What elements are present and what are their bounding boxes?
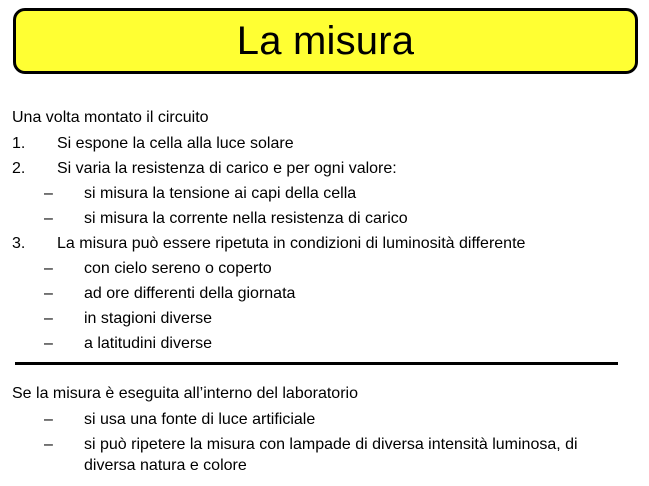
slide-title: La misura: [236, 19, 415, 63]
dash-marker: –: [44, 411, 53, 428]
dash-marker: –: [44, 335, 53, 352]
sub-item-text: si usa una fonte di luce artificiale: [84, 411, 316, 428]
dash-marker: –: [44, 436, 53, 453]
section1-intro: Una volta montato il circuito: [12, 109, 209, 126]
list-marker: 2.: [12, 160, 26, 177]
sub-item-text: a latitudini diverse: [84, 335, 213, 352]
list-marker: 1.: [12, 135, 26, 152]
list-item-text: La misura può essere ripetuta in condizioni di luminosità differente: [57, 235, 526, 252]
dash-marker: –: [44, 210, 53, 227]
slide-title-box: [13, 8, 638, 74]
sub-item-continuation: diversa natura e colore: [84, 457, 247, 474]
sub-item-text: in stagioni diverse: [84, 310, 213, 327]
list-item-text: Si espone la cella alla luce solare: [57, 135, 294, 152]
dash-marker: –: [44, 310, 53, 327]
sub-item-text: con cielo sereno o coperto: [84, 260, 272, 277]
list-marker: 3.: [12, 235, 26, 252]
dash-marker: –: [44, 260, 53, 277]
sub-item-text: si può ripetere la misura con lampade di diversa intensità luminosa, di: [84, 436, 578, 453]
sub-item-text: si misura la corrente nella resistenza di carico: [84, 210, 408, 227]
sub-item-text: ad ore differenti della giornata: [84, 285, 296, 302]
sub-item-text: si misura la tensione ai capi della cella: [84, 185, 357, 202]
list-item-text: Si varia la resistenza di carico e per ogni valore:: [57, 160, 397, 177]
dash-marker: –: [44, 185, 53, 202]
dash-marker: –: [44, 285, 53, 302]
section-divider: [15, 362, 618, 365]
section2-intro: Se la misura è eseguita all’interno del laboratorio: [12, 385, 358, 402]
